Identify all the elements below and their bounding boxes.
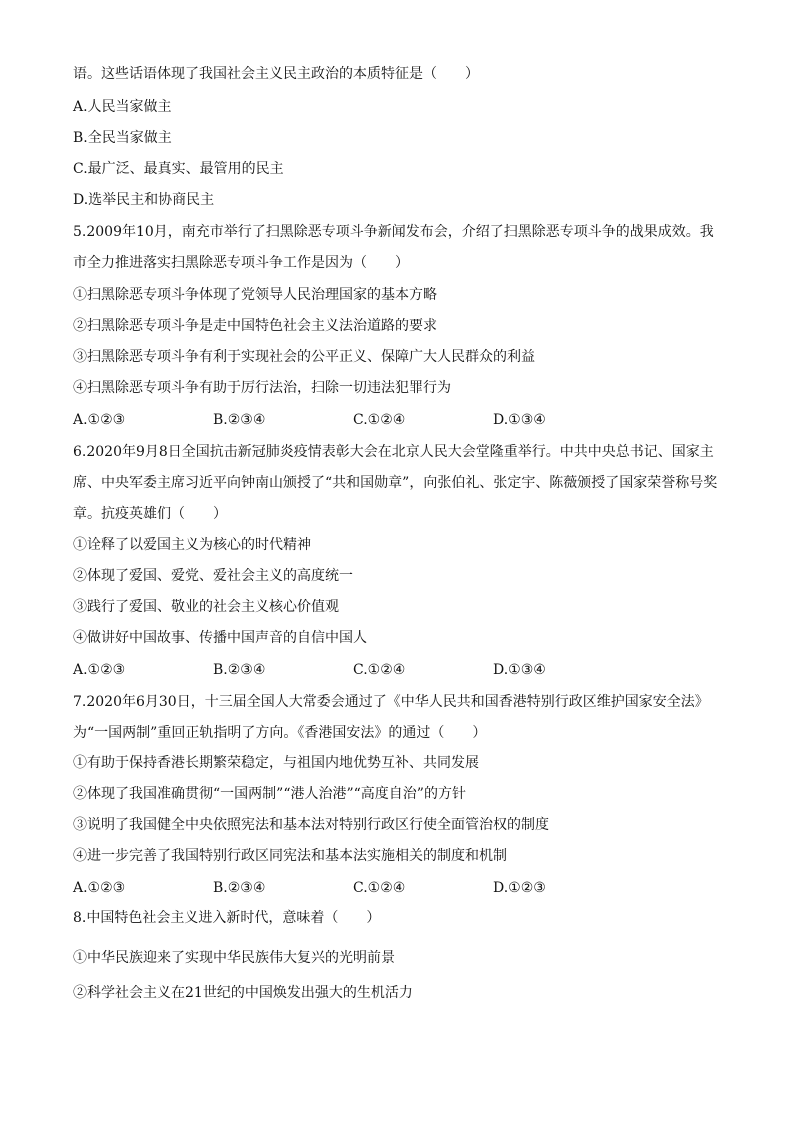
q7-statement-3: ③说明了我国健全中央依照宪法和基本法对特别行政区行使全面管治权的制度	[73, 817, 549, 833]
q6-statement-3: ③践行了爱国、敬业的社会主义核心价值观	[73, 599, 339, 615]
q7-statement-4: ④进一步完善了我国特别行政区同宪法和基本法实施相关的制度和机制	[73, 848, 507, 864]
q5-choice-d: D.①③④	[493, 412, 546, 428]
q5-choice-b: B.②③④	[213, 412, 266, 428]
q6-choice-a: A.①②③	[73, 662, 126, 678]
q4-option-c: C.最广泛、最真实、最管用的民主	[73, 161, 284, 177]
q8-statement-1: ①中华民族迎来了实现中华民族伟大复兴的光明前景	[73, 950, 395, 966]
q6-choices	[73, 660, 725, 680]
q4-option-a: A.人民当家做主	[73, 99, 172, 115]
q8-statement-2: ②科学社会主义在21世纪的中国焕发出强大的生机活力	[73, 985, 413, 1001]
q5-stem: 5.2009年10月，南充市举行了扫黑除恶专项斗争新闻发布会，介绍了扫黑除恶专项斗争的战果成效。我市全力推进落实扫黑除恶专项斗争工作是因为（ ）	[73, 224, 714, 271]
q7-choices	[73, 878, 725, 898]
q7-stem: 7.2020年6月30日，十三届全国人大常委会通过了《中华人民共和国香港特别行政区维护国家安全法》为“一国两制”重回正轨指明了方向。《香港国安法》的通过（ ）	[73, 694, 709, 741]
q7-choice-d: D.①②③	[493, 880, 546, 896]
q5-statement-3: ③扫黑除恶专项斗争有利于实现社会的公平正义、保障广大人民群众的利益	[73, 349, 535, 365]
q7-choice-a: A.①②③	[73, 880, 126, 896]
q6-choice-b: B.②③④	[213, 662, 266, 678]
q6-choice-d: D.①③④	[493, 662, 546, 678]
q7-statement-1: ①有助于保持香港长期繁荣稳定，与祖国内地优势互补、共同发展	[73, 755, 479, 771]
q5-choice-c: C.①②④	[353, 412, 406, 428]
q8-stem: 8.中国特色社会主义进入新时代，意味着（ ）	[73, 910, 381, 926]
q6-statement-4: ④做讲好中国故事、传播中国声音的自信中国人	[73, 630, 367, 646]
q5-statement-4: ④扫黑除恶专项斗争有助于厉行法治，扫除一切违法犯罪行为	[73, 380, 451, 396]
q5-choices	[73, 410, 725, 430]
q6-stem: 6.2020年9月8日全国抗击新冠肺炎疫情表彰大会在北京人民大会堂隆重举行。中共中央总书记、国家主席、中央军委主席习近平向钟南山颁授了“共和国勋章”，向张伯礼、张定宇、陈薇颁授了国家荣誉称号奖章。抗疫英雄们（ ）	[73, 444, 718, 522]
q6-statement-1: ①诠释了以爱国主义为核心的时代精神	[73, 537, 311, 553]
q6-statement-2: ②体现了爱国、爱党、爱社会主义的高度统一	[73, 568, 353, 584]
q5-choice-a: A.①②③	[73, 412, 126, 428]
q4-stem-tail: 语。这些话语体现了我国社会主义民主政治的本质特征是（ ）	[73, 66, 479, 82]
q4-option-d: D.选举民主和协商民主	[73, 192, 215, 208]
q5-statement-2: ②扫黑除恶专项斗争是走中国特色社会主义法治道路的要求	[73, 318, 437, 334]
q7-choice-b: B.②③④	[213, 880, 266, 896]
q7-statement-2: ②体现了我国准确贯彻“一国两制”“港人治港”“高度自治”的方针	[73, 786, 466, 802]
q7-choice-c: C.①②④	[353, 880, 406, 896]
q6-choice-c: C.①②④	[353, 662, 406, 678]
q5-statement-1: ①扫黑除恶专项斗争体现了党领导人民治理国家的基本方略	[73, 287, 437, 303]
q4-option-b: B.全民当家做主	[73, 130, 172, 146]
